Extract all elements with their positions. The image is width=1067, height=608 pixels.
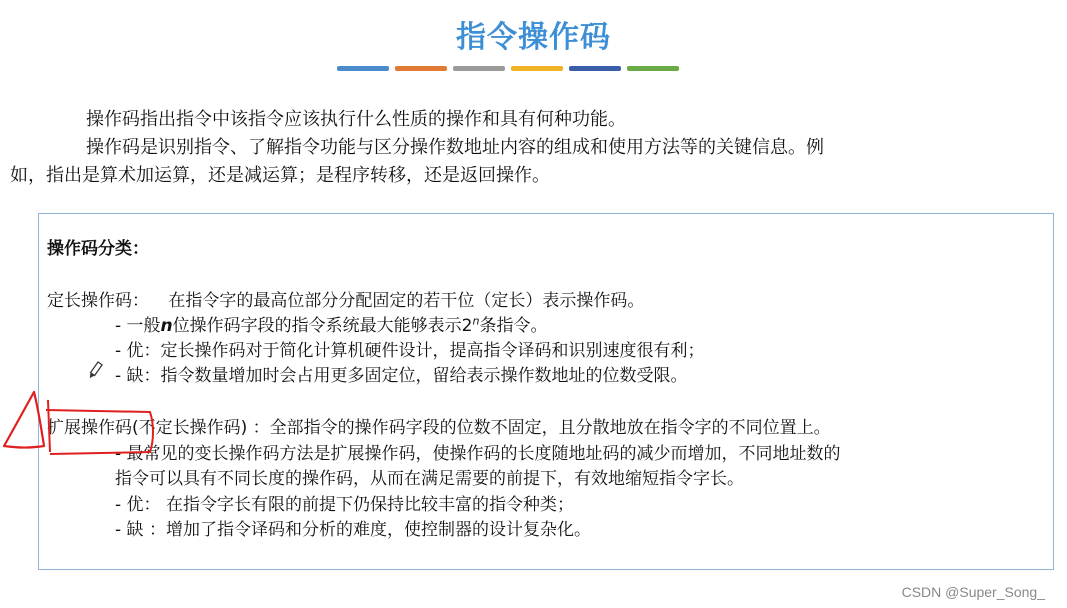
extended-opcode-desc: (不定长操作码) ：全部指令的操作码字段的位数不固定，且分散地放在指令字的不同位置上。 xyxy=(132,418,831,438)
intro-paragraph-2 xyxy=(10,134,978,190)
color-bar xyxy=(337,66,389,71)
page-title: 指令操作码 xyxy=(456,20,611,55)
extended-bullet-1-line-1: - 最常见的变长操作码方法是扩展操作码，使操作码的长度随地址码的减少而增加，不同地址数的 xyxy=(115,444,841,464)
csdn-watermark: CSDN @Super_Song_ xyxy=(901,584,1045,600)
color-bar xyxy=(395,66,447,71)
color-bar xyxy=(569,66,621,71)
fixed-opcode-desc: 在指令字的最高位部分分配固定的若干位（定长）表示操作码。 xyxy=(168,291,645,311)
extended-opcode-title: 扩展操作码 xyxy=(47,418,132,438)
intro-paragraph-2-line-1: 操作码是识别指令、了解指令功能与区分操作数地址内容的组成和使用方法等的关键信息。例 xyxy=(86,137,824,158)
color-bar xyxy=(511,66,563,71)
extended-bullet-3: - 缺 ：增加了指令译码和分析的难度，使控制器的设计复杂化。 xyxy=(115,520,591,540)
fixed-opcode-title: 定长操作码： xyxy=(47,291,149,311)
fixed-bullet-1-text-a: - 一般 xyxy=(115,316,161,336)
fixed-bullet-2: - 优：定长操作码对于简化计算机硬件设计，提高指令译码和识别速度很有利； xyxy=(115,341,705,361)
intro-paragraph-2-line-2: 如，指出是算术加运算，还是减运算；是程序转移，还是返回操作。 xyxy=(10,165,550,186)
intro-paragraph-1: 操作码指出指令中该指令应该执行什么性质的操作和具有何种功能。 xyxy=(86,109,626,130)
fixed-bullet-1-text-b: 位操作码字段的指令系统最大能够表示2 xyxy=(172,316,473,336)
fixed-bullet-1-n: n xyxy=(160,316,173,336)
title-color-bars xyxy=(337,66,679,71)
fixed-bullet-3: - 缺：指令数量增加时会占用更多固定位，留给表示操作数地址的位数受限。 xyxy=(115,366,688,386)
extended-bullet-1-line-2: 指令可以具有不同长度的操作码，从而在满足需要的前提下，有效地缩短指令字长。 xyxy=(115,469,744,489)
extended-opcode-line xyxy=(47,413,831,438)
fixed-bullet-1-sup: n xyxy=(472,314,480,328)
opcode-classification-box xyxy=(38,213,1054,570)
fixed-opcode-line xyxy=(47,286,644,311)
box-heading: 操作码分类： xyxy=(47,239,149,259)
color-bar xyxy=(453,66,505,71)
fixed-bullet-1-text-c: 条指令。 xyxy=(479,316,548,336)
color-bar xyxy=(627,66,679,71)
fixed-bullet-1 xyxy=(115,311,547,336)
extended-bullet-2: - 优： 在指令字长有限的前提下仍保持比较丰富的指令种类； xyxy=(115,495,574,515)
